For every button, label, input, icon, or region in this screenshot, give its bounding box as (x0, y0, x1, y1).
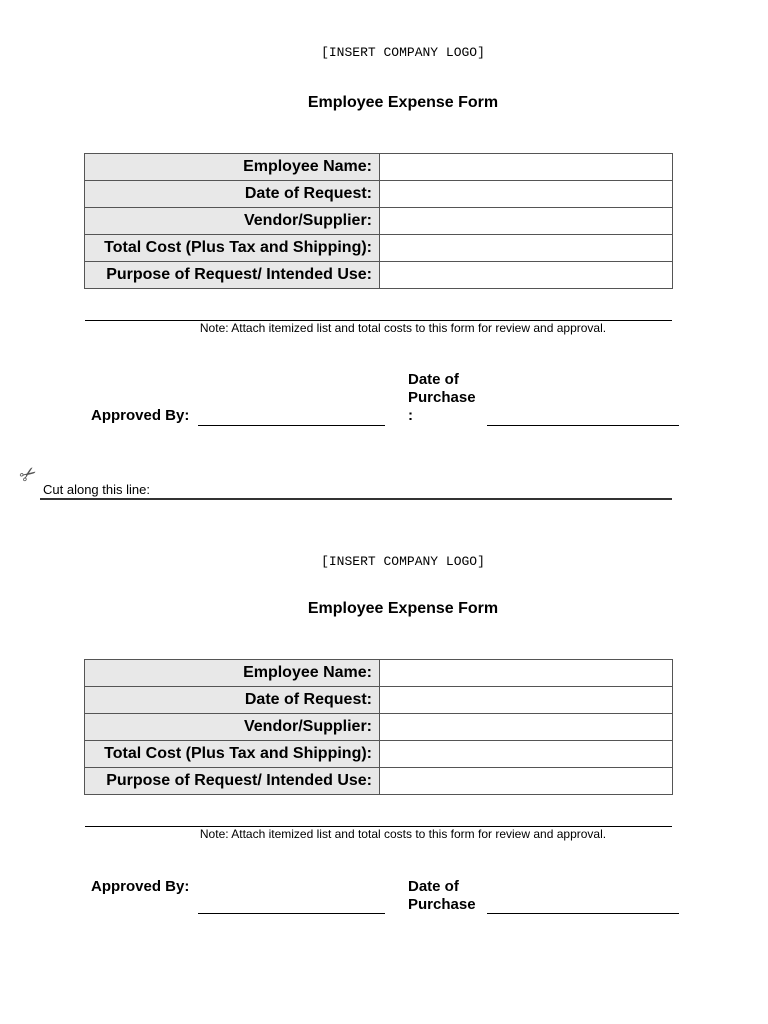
employee-name-field[interactable] (380, 660, 673, 687)
field-label: Vendor/Supplier: (85, 208, 380, 235)
date-of-purchase-line[interactable] (487, 425, 679, 426)
vendor-supplier-field[interactable] (380, 714, 673, 741)
total-cost-field[interactable] (380, 741, 673, 768)
note-text: Note: Attach itemized list and total costs to this form for review and approval. (199, 321, 607, 335)
date-of-request-field[interactable] (380, 687, 673, 714)
date-of-purchase-label-line: Date of (408, 371, 459, 388)
vendor-supplier-field[interactable] (380, 208, 673, 235)
expense-fields-table (84, 659, 673, 795)
field-label: Purpose of Request/ Intended Use: (85, 262, 380, 289)
employee-name-field[interactable] (380, 154, 673, 181)
field-row-employee-name (85, 154, 673, 181)
note-text: Note: Attach itemized list and total costs to this form for review and approval. (199, 827, 607, 841)
field-row-vendor-supplier (85, 208, 673, 235)
field-label: Vendor/Supplier: (85, 714, 380, 741)
approved-by-signature-line[interactable] (198, 913, 385, 914)
date-of-purchase-line[interactable] (487, 913, 679, 914)
date-of-purchase-label-line: Purchase (408, 389, 476, 406)
total-cost-field[interactable] (380, 235, 673, 262)
approved-by-label: Approved By: (91, 878, 190, 895)
company-logo-placeholder: [INSERT COMPANY LOGO] (321, 554, 485, 569)
date-of-purchase-label (408, 371, 476, 425)
approved-by-signature-line[interactable] (198, 425, 385, 426)
company-logo-placeholder: [INSERT COMPANY LOGO] (321, 45, 485, 60)
expense-fields-table (84, 153, 673, 289)
field-row-total-cost (85, 741, 673, 768)
field-row-purpose (85, 262, 673, 289)
field-row-purpose (85, 768, 673, 795)
field-row-date-of-request (85, 687, 673, 714)
field-label: Total Cost (Plus Tax and Shipping): (85, 741, 380, 768)
purpose-field[interactable] (380, 262, 673, 289)
purpose-field[interactable] (380, 768, 673, 795)
date-of-purchase-label-line: : (408, 407, 413, 424)
date-of-request-field[interactable] (380, 181, 673, 208)
field-row-employee-name (85, 660, 673, 687)
field-row-date-of-request (85, 181, 673, 208)
form-title: Employee Expense Form (307, 600, 499, 617)
approved-by-label: Approved By: (91, 407, 190, 424)
cut-line (40, 498, 672, 500)
form-title: Employee Expense Form (307, 94, 499, 111)
cut-line-label: Cut along this line: (43, 482, 150, 497)
field-label: Date of Request: (85, 181, 380, 208)
field-label: Total Cost (Plus Tax and Shipping): (85, 235, 380, 262)
field-label: Employee Name: (85, 154, 380, 181)
field-row-total-cost (85, 235, 673, 262)
date-of-purchase-label (408, 878, 476, 914)
field-label: Employee Name: (85, 660, 380, 687)
date-of-purchase-label-line: Date of (408, 878, 459, 895)
date-of-purchase-label-line: Purchase (408, 896, 476, 913)
field-label: Purpose of Request/ Intended Use: (85, 768, 380, 795)
field-row-vendor-supplier (85, 714, 673, 741)
scissors-icon: ✂ (15, 461, 42, 489)
field-label: Date of Request: (85, 687, 380, 714)
